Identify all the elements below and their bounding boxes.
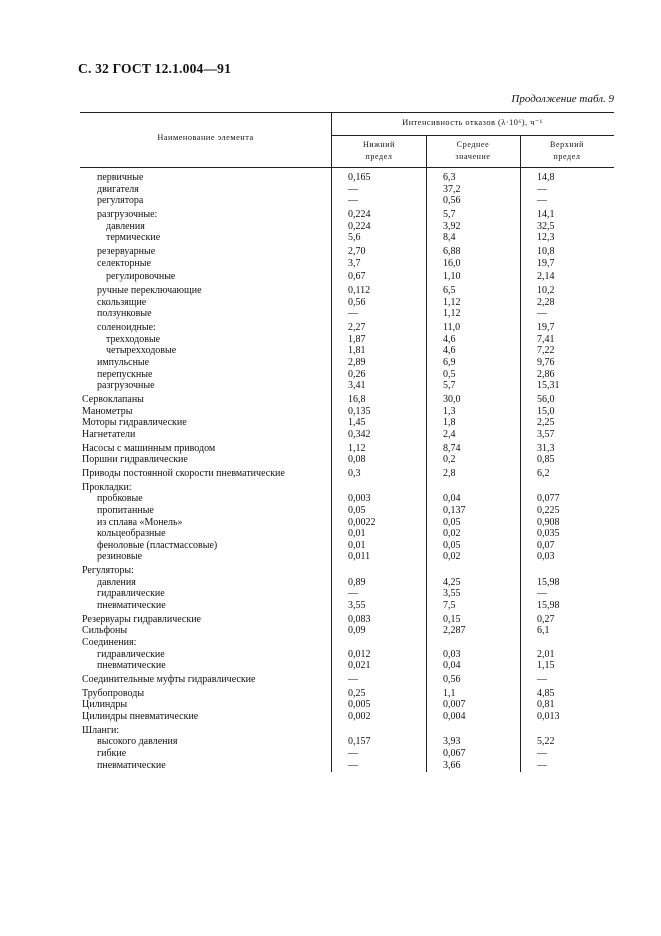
table-row: [80, 417, 614, 428]
upper-bound-value: —: [537, 195, 547, 207]
mean-value: 0,2: [443, 454, 456, 466]
lower-bound-value: 0,083: [348, 613, 371, 625]
upper-bound-value: —: [537, 588, 547, 600]
lower-bound-value: 3,55: [348, 600, 366, 611]
column-header-upper: Верхний предел: [550, 140, 584, 161]
upper-bound-value: —: [537, 674, 547, 685]
mean-value: 1,8: [443, 417, 456, 429]
element-name: импульсные: [97, 357, 150, 368]
upper-bound-value: 0,077: [537, 493, 560, 505]
mean-value: 0,04: [443, 660, 461, 672]
element-name: Цилиндры пневматические: [82, 711, 199, 722]
lower-bound-value: 0,012: [348, 648, 371, 660]
mean-value: 1,3: [443, 405, 456, 417]
element-name: разгрузочные:: [97, 209, 158, 220]
lower-bound-value: 2,27: [348, 322, 366, 334]
lower-bound-value: 0,157: [348, 736, 371, 748]
mean-value: 2,4: [443, 428, 456, 440]
mean-value: 0,02: [443, 528, 461, 540]
table-row: [80, 517, 614, 528]
table-row: [80, 258, 614, 269]
table-row: [80, 551, 614, 562]
upper-bound-value: 2,25: [537, 417, 555, 429]
element-name: гидравлические: [97, 588, 165, 600]
table-row: [80, 736, 614, 747]
element-name: пневматические: [97, 660, 166, 672]
element-name: Сильфоны: [82, 625, 128, 637]
table-row: [80, 660, 614, 671]
upper-bound-value: 6,1: [537, 625, 550, 637]
lower-bound-value: 0,0022: [348, 516, 376, 528]
upper-bound-value: 10,8: [537, 246, 555, 257]
table-row: [80, 674, 614, 685]
element-name: Шланги:: [82, 724, 120, 736]
element-name: резиновые: [97, 551, 143, 563]
upper-bound-value: 31,3: [537, 442, 555, 454]
table-row: [80, 505, 614, 516]
upper-bound-value: 12,3: [537, 232, 555, 244]
lower-bound-value: —: [348, 674, 358, 685]
element-name: пневматические: [97, 759, 166, 771]
upper-bound-value: 7,22: [537, 345, 555, 357]
element-name: феноловые (пластмассовые): [97, 539, 218, 551]
mean-value: 0,05: [443, 516, 461, 528]
lower-bound-value: 0,224: [348, 220, 371, 232]
group-header-divider: [331, 135, 614, 136]
element-name: гидравлические: [97, 648, 165, 660]
table-row: [80, 380, 614, 391]
mean-value: 0,56: [443, 195, 461, 207]
table-row: [80, 308, 614, 319]
table-row: [80, 443, 614, 454]
upper-bound-value: 5,22: [537, 736, 555, 748]
lower-bound-value: 0,3: [348, 468, 361, 479]
mean-value: 4,6: [443, 345, 456, 357]
mean-value: 4,6: [443, 333, 456, 345]
mean-value: 7,5: [443, 600, 456, 611]
table-row: [80, 725, 614, 736]
lower-bound-value: 0,002: [348, 711, 371, 722]
table-row: [80, 246, 614, 257]
upper-bound-value: —: [537, 759, 547, 771]
element-name: давления: [106, 220, 145, 232]
lower-bound-value: —: [348, 183, 358, 195]
mean-value: 4,25: [443, 576, 461, 588]
upper-bound-value: 2,14: [537, 271, 555, 283]
table-row: [80, 600, 614, 611]
element-name: Цилиндры: [82, 699, 128, 711]
upper-bound-value: 2,01: [537, 648, 555, 660]
mean-value: 0,03: [443, 648, 461, 660]
table-row: [80, 468, 614, 479]
upper-bound-value: 4,85: [537, 687, 555, 699]
element-name: гибкие: [97, 748, 127, 759]
column-header-name: Наименование элемента: [157, 133, 254, 142]
lower-bound-value: 1,87: [348, 333, 366, 345]
upper-bound-value: 15,0: [537, 405, 555, 417]
lower-bound-value: 1,81: [348, 345, 366, 357]
upper-bound-value: 10,2: [537, 285, 555, 297]
lower-bound-value: 2,70: [348, 246, 366, 257]
upper-bound-value: 0,27: [537, 613, 555, 625]
element-name: Соединения:: [82, 637, 137, 648]
element-name: пробковые: [97, 493, 143, 505]
element-name: Прокладки:: [82, 481, 132, 493]
table-row: [80, 625, 614, 636]
table-row: [80, 588, 614, 599]
element-name: Резервуары гидравлические: [82, 613, 201, 625]
mean-value: 0,02: [443, 551, 461, 563]
upper-bound-value: 2,28: [537, 296, 555, 308]
element-name: давления: [97, 576, 136, 588]
lower-bound-value: 0,135: [348, 405, 371, 417]
table-row: [80, 357, 614, 368]
lower-bound-value: 0,165: [348, 172, 371, 183]
lower-bound-value: 0,011: [348, 551, 371, 563]
element-name: ползунковые: [97, 308, 152, 320]
mean-value: 8,4: [443, 232, 456, 244]
upper-bound-value: 7,41: [537, 333, 555, 345]
upper-bound-value: —: [537, 183, 547, 195]
table-row: [80, 406, 614, 417]
upper-bound-value: 0,908: [537, 516, 560, 528]
upper-bound-value: 14,1: [537, 209, 555, 220]
mean-value: 1,12: [443, 296, 461, 308]
element-name: регулятора: [97, 195, 144, 207]
table-row: [80, 271, 614, 282]
upper-bound-value: 0,225: [537, 505, 560, 516]
lower-bound-value: 0,342: [348, 428, 371, 440]
table-row: [80, 711, 614, 722]
upper-bound-value: 9,76: [537, 357, 555, 368]
element-name: Нагнетатели: [82, 428, 136, 440]
element-name: двигателя: [97, 183, 139, 195]
mean-value: 3,66: [443, 759, 461, 771]
element-name: кольцеобразные: [97, 528, 166, 540]
mean-value: 5,7: [443, 209, 456, 220]
table-row: [80, 614, 614, 625]
table-row: [80, 577, 614, 588]
lower-bound-value: 0,89: [348, 576, 366, 588]
mean-value: 2,287: [443, 625, 466, 637]
mean-value: 11,0: [443, 322, 461, 334]
lower-bound-value: 0,112: [348, 285, 371, 297]
element-name: Регуляторы:: [82, 565, 134, 577]
upper-bound-value: —: [537, 308, 547, 320]
failure-rate-table: [80, 112, 614, 772]
table-row: [80, 172, 614, 183]
element-name: резервуарные: [97, 246, 156, 257]
table-row: [80, 540, 614, 551]
mean-value: 6,88: [443, 246, 461, 257]
upper-bound-value: 0,03: [537, 551, 555, 563]
element-name: трехходовые: [106, 333, 161, 345]
mean-value: 0,15: [443, 613, 461, 625]
upper-bound-value: 1,15: [537, 660, 555, 672]
element-name: Соединительные муфты гидравлические: [82, 674, 256, 685]
table-row: [80, 688, 614, 699]
mean-value: 0,137: [443, 505, 466, 516]
mean-value: 5,7: [443, 380, 456, 392]
element-name: первичные: [97, 172, 144, 183]
mean-value: 1,1: [443, 687, 456, 699]
mean-value: 3,93: [443, 736, 461, 748]
element-name: пропитанные: [97, 505, 154, 516]
table-row: [80, 699, 614, 710]
table-row: [80, 637, 614, 648]
table-row: [80, 209, 614, 220]
element-name: селекторные: [97, 257, 151, 269]
table-row: [80, 184, 614, 195]
mean-value: 1,10: [443, 271, 461, 283]
lower-bound-value: 0,26: [348, 368, 366, 380]
upper-bound-value: 0,035: [537, 528, 560, 540]
mean-value: 8,74: [443, 442, 461, 454]
table-row: [80, 482, 614, 493]
upper-bound-value: 0,81: [537, 699, 555, 711]
element-name: Моторы гидравлические: [82, 417, 187, 429]
lower-bound-value: 2,89: [348, 357, 366, 368]
lower-bound-value: 0,67: [348, 271, 366, 283]
lower-bound-value: 1,45: [348, 417, 366, 429]
upper-bound-value: 19,7: [537, 257, 555, 269]
table-row: [80, 232, 614, 243]
element-name: скользящие: [97, 296, 147, 308]
mean-value: 6,3: [443, 172, 456, 183]
mean-value: 30,0: [443, 394, 461, 405]
element-name: Поршни гидравлические: [82, 454, 188, 466]
mean-value: 6,5: [443, 285, 456, 297]
table-row: [80, 297, 614, 308]
element-name: разгрузочные: [97, 380, 155, 392]
upper-bound-value: —: [537, 748, 547, 759]
element-name: ручные переключающие: [97, 285, 202, 297]
lower-bound-value: 0,003: [348, 493, 371, 505]
lower-bound-value: —: [348, 588, 358, 600]
lower-bound-value: 5,6: [348, 232, 361, 244]
table-row: [80, 285, 614, 296]
element-name: соленоидные:: [97, 322, 156, 334]
mean-value: 0,004: [443, 711, 466, 722]
table-row: [80, 369, 614, 380]
element-name: из сплава «Монель»: [97, 516, 183, 528]
table-row: [80, 565, 614, 576]
upper-bound-value: 32,5: [537, 220, 555, 232]
lower-bound-value: 3,7: [348, 257, 361, 269]
element-name: регулировочные: [106, 271, 176, 283]
lower-bound-value: 0,01: [348, 539, 366, 551]
table-continuation-label: Продолжение табл. 9: [511, 93, 614, 105]
lower-bound-value: 0,56: [348, 296, 366, 308]
mean-value: 1,12: [443, 308, 461, 320]
mean-value: 0,04: [443, 493, 461, 505]
lower-bound-value: 3,41: [348, 380, 366, 392]
element-name: Манометры: [82, 405, 133, 417]
table-row: [80, 649, 614, 660]
mean-value: 3,92: [443, 220, 461, 232]
table-row: [80, 493, 614, 504]
upper-bound-value: 0,013: [537, 711, 560, 722]
mean-value: 0,56: [443, 674, 461, 685]
table-row: [80, 748, 614, 759]
lower-bound-value: 1,12: [348, 442, 366, 454]
upper-bound-value: 6,2: [537, 468, 550, 479]
element-name: термические: [106, 232, 161, 244]
lower-bound-value: 0,01: [348, 528, 366, 540]
table-row: [80, 322, 614, 333]
element-name: Трубопроводы: [82, 687, 145, 699]
upper-bound-value: 0,07: [537, 539, 555, 551]
lower-bound-value: —: [348, 748, 358, 759]
upper-bound-value: 15,31: [537, 380, 560, 392]
column-group-header: Интенсивность отказов (λ·10⁶), ч⁻¹: [402, 118, 543, 127]
element-name: высокого давления: [97, 736, 178, 748]
mean-value: 2,8: [443, 468, 456, 479]
lower-bound-value: 0,224: [348, 209, 371, 220]
upper-bound-value: 2,86: [537, 368, 555, 380]
lower-bound-value: 0,005: [348, 699, 371, 711]
upper-bound-value: 15,98: [537, 576, 560, 588]
lower-bound-value: 0,021: [348, 660, 371, 672]
lower-bound-value: 0,09: [348, 625, 366, 637]
upper-bound-value: 19,7: [537, 322, 555, 334]
upper-bound-value: 0,85: [537, 454, 555, 466]
element-name: Сервоклапаны: [82, 394, 144, 405]
table-row: [80, 528, 614, 539]
element-name: перепускные: [97, 368, 153, 380]
lower-bound-value: —: [348, 759, 358, 771]
mean-value: 0,5: [443, 368, 456, 380]
table-row: [80, 394, 614, 405]
lower-bound-value: —: [348, 308, 358, 320]
page-title: С. 32 ГОСТ 12.1.004—91: [78, 61, 232, 76]
table-row: [80, 195, 614, 206]
table-row: [80, 221, 614, 232]
upper-bound-value: 14,8: [537, 172, 555, 183]
table-row: [80, 429, 614, 440]
mean-value: 0,067: [443, 748, 466, 759]
mean-value: 3,55: [443, 588, 461, 600]
column-header-lower: Нижний предел: [362, 140, 396, 161]
column-header-mean: Среднее значение: [455, 140, 491, 161]
upper-bound-value: 3,57: [537, 428, 555, 440]
mean-value: 16,0: [443, 257, 461, 269]
table-top-border: [80, 112, 614, 113]
lower-bound-value: 0,08: [348, 454, 366, 466]
lower-bound-value: 16,8: [348, 394, 366, 405]
mean-value: 0,007: [443, 699, 466, 711]
header-bottom-border: [80, 167, 614, 168]
lower-bound-value: —: [348, 195, 358, 207]
lower-bound-value: 0,25: [348, 687, 366, 699]
mean-value: 6,9: [443, 357, 456, 368]
upper-bound-value: 15,98: [537, 600, 560, 611]
element-name: Насосы с машинным приводом: [82, 442, 216, 454]
element-name: пневматические: [97, 600, 166, 611]
element-name: Приводы постоянной скорости пневматические: [82, 468, 285, 479]
table-row: [80, 760, 614, 771]
table-row: [80, 334, 614, 345]
table-row: [80, 454, 614, 465]
lower-bound-value: 0,05: [348, 505, 366, 516]
table-row: [80, 345, 614, 356]
mean-value: 37,2: [443, 183, 461, 195]
mean-value: 0,05: [443, 539, 461, 551]
upper-bound-value: 56,0: [537, 394, 555, 405]
element-name: четырехходовые: [106, 345, 177, 357]
